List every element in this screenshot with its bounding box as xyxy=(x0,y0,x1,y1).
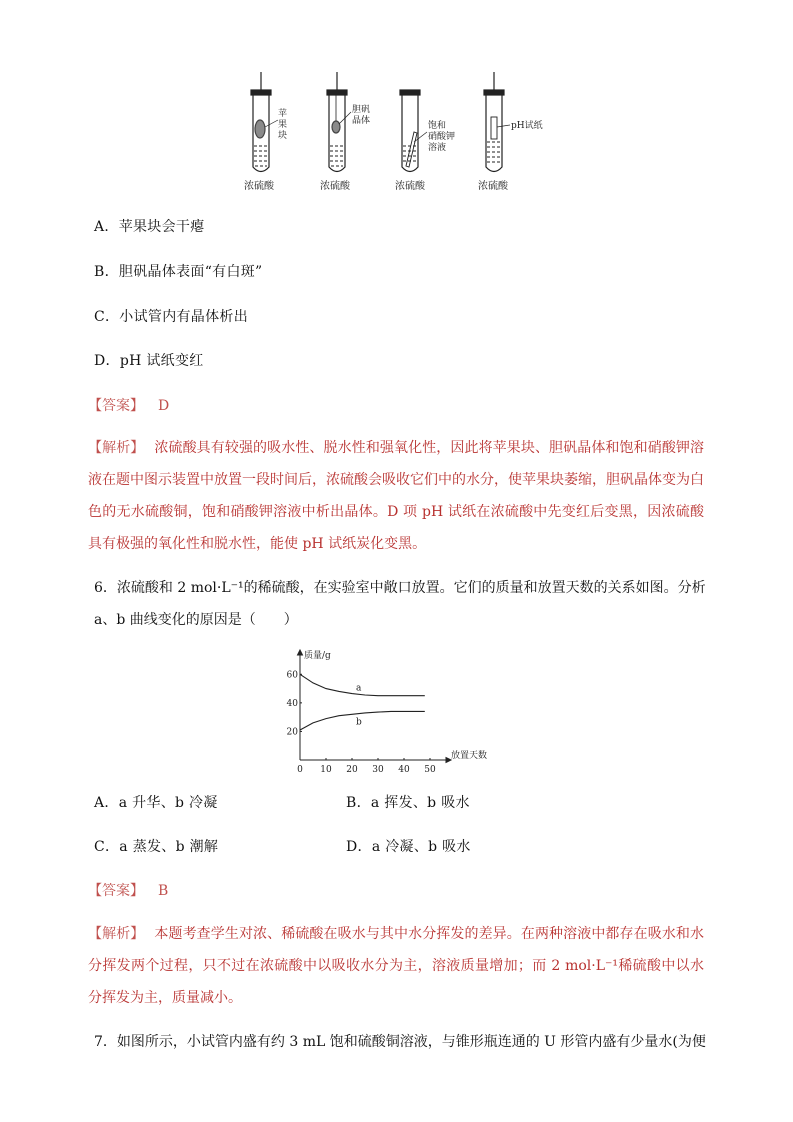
test-tube-ph xyxy=(484,72,510,172)
answer-tag: 【答案】 xyxy=(88,883,144,899)
x-tick-label: 50 xyxy=(424,765,436,775)
y-tick-label: 20 xyxy=(286,727,298,738)
analysis-tag: 【解析】 xyxy=(88,926,145,942)
option-q5-d: D．pH 试纸变红 xyxy=(94,353,204,369)
tube-label-1: 浓硫酸 xyxy=(244,181,274,192)
y-axis-label: 质量/g xyxy=(304,651,331,661)
y-axis-arrow xyxy=(298,650,303,655)
option-q5-b: B．胆矾晶体表面“有白斑” xyxy=(94,264,263,280)
series-line-b xyxy=(300,711,425,730)
label-alum-1: 胆矾 xyxy=(352,105,371,115)
option-q6-a: A．a 升华、b 冷凝 xyxy=(94,795,218,811)
option-q6-b: B．a 挥发、b 吸水 xyxy=(346,795,470,811)
tube-label-3: 浓硫酸 xyxy=(395,181,425,192)
option-q5-c: C．小试管内有晶体析出 xyxy=(94,309,249,325)
tube-label-2: 浓硫酸 xyxy=(320,181,350,192)
label-kno3-2: 硝酸钾 xyxy=(428,132,456,142)
series-line-a xyxy=(300,674,425,695)
answer-value: B xyxy=(158,883,169,899)
answer-q6 xyxy=(88,880,168,900)
x-tick-label: 0 xyxy=(297,765,303,775)
question-6: 6．浓硫酸和 2 mol·L⁻¹的稀硫酸，在实验室中敞口放置。它们的质量和放置天数的关系如图。分析 a、b 曲线变化的原因是（ ） xyxy=(94,580,706,628)
label-kno3-1: 饱和 xyxy=(428,121,447,131)
label-apple-1: 苹 xyxy=(278,109,288,119)
x-tick-label: 30 xyxy=(372,765,384,775)
label-alum-2: 晶体 xyxy=(352,116,371,126)
tube-label-4: 浓硫酸 xyxy=(478,181,508,192)
question-7: 7．如图所示，小试管内盛有约 3 mL 饱和硫酸铜溶液，与锥形瓶连通的 U 形管内盛有少量水(为便 xyxy=(94,1034,706,1050)
label-apple-3: 块 xyxy=(278,131,288,141)
answer-tag: 【答案】 xyxy=(88,398,144,414)
x-tick-label: 20 xyxy=(346,765,358,775)
analysis-q5 xyxy=(88,432,704,560)
analysis-text-2: 稀硫酸中以水分挥发为主，质量减小。 xyxy=(88,958,705,1006)
analysis-tag: 【解析】 xyxy=(88,440,145,456)
test-tube-alum xyxy=(327,72,351,172)
option-q5-a: A．苹果块会干瘪 xyxy=(94,219,205,235)
test-tubes-figure xyxy=(240,72,560,196)
analysis-q6 xyxy=(88,918,704,1014)
label-apple-2: 果 xyxy=(278,120,288,130)
label-ph: pH试纸 xyxy=(511,121,543,131)
x-axis-label: 放置天数 xyxy=(451,751,488,761)
x-tick-label: 40 xyxy=(398,765,410,775)
test-tube-apple xyxy=(251,72,278,172)
label-kno3-3: 溶液 xyxy=(428,143,447,153)
mass-vs-days-chart xyxy=(286,648,488,775)
series-label-a: a xyxy=(356,683,362,694)
test-tube-kno3 xyxy=(400,90,427,172)
x-tick-label: 10 xyxy=(320,765,332,775)
y-tick-label: 40 xyxy=(286,698,298,709)
series-label-b: b xyxy=(356,717,362,728)
answer-q5 xyxy=(88,395,169,415)
analysis-text-1: 本题考查学生对浓、稀硫酸在吸水与其中水分挥发的差异。在两种溶液中都存在吸水和水分挥发两个过程，只不过在浓硫酸中以吸收水分为主，溶液质量增加；而 xyxy=(88,926,705,974)
analysis-text: 浓硫酸具有较强的吸水性、脱水性和强氧化性，因此将苹果块、胆矾晶体和饱和硝酸钾溶液在题中图示装置中放置一段时间后，浓硫酸会吸收它们中的水分，使苹果块萎缩，胆矾晶体变为白色的无水硫酸铜，饱和硝酸钾溶液中析出晶体。D 项 pH 试纸在浓硫酸中先变红后变黑，因浓硫酸具有极强的氧化性和脱水性，能使 pH 试纸炭化变黑。 xyxy=(88,440,705,552)
answer-value: D xyxy=(158,398,170,414)
analysis-conc: 2 mol·L⁻¹ xyxy=(551,958,619,974)
y-tick-label: 60 xyxy=(286,670,298,681)
option-q6-d: D．a 冷凝、b 吸水 xyxy=(346,839,471,855)
option-q6-c: C．a 蒸发、b 潮解 xyxy=(94,839,219,855)
